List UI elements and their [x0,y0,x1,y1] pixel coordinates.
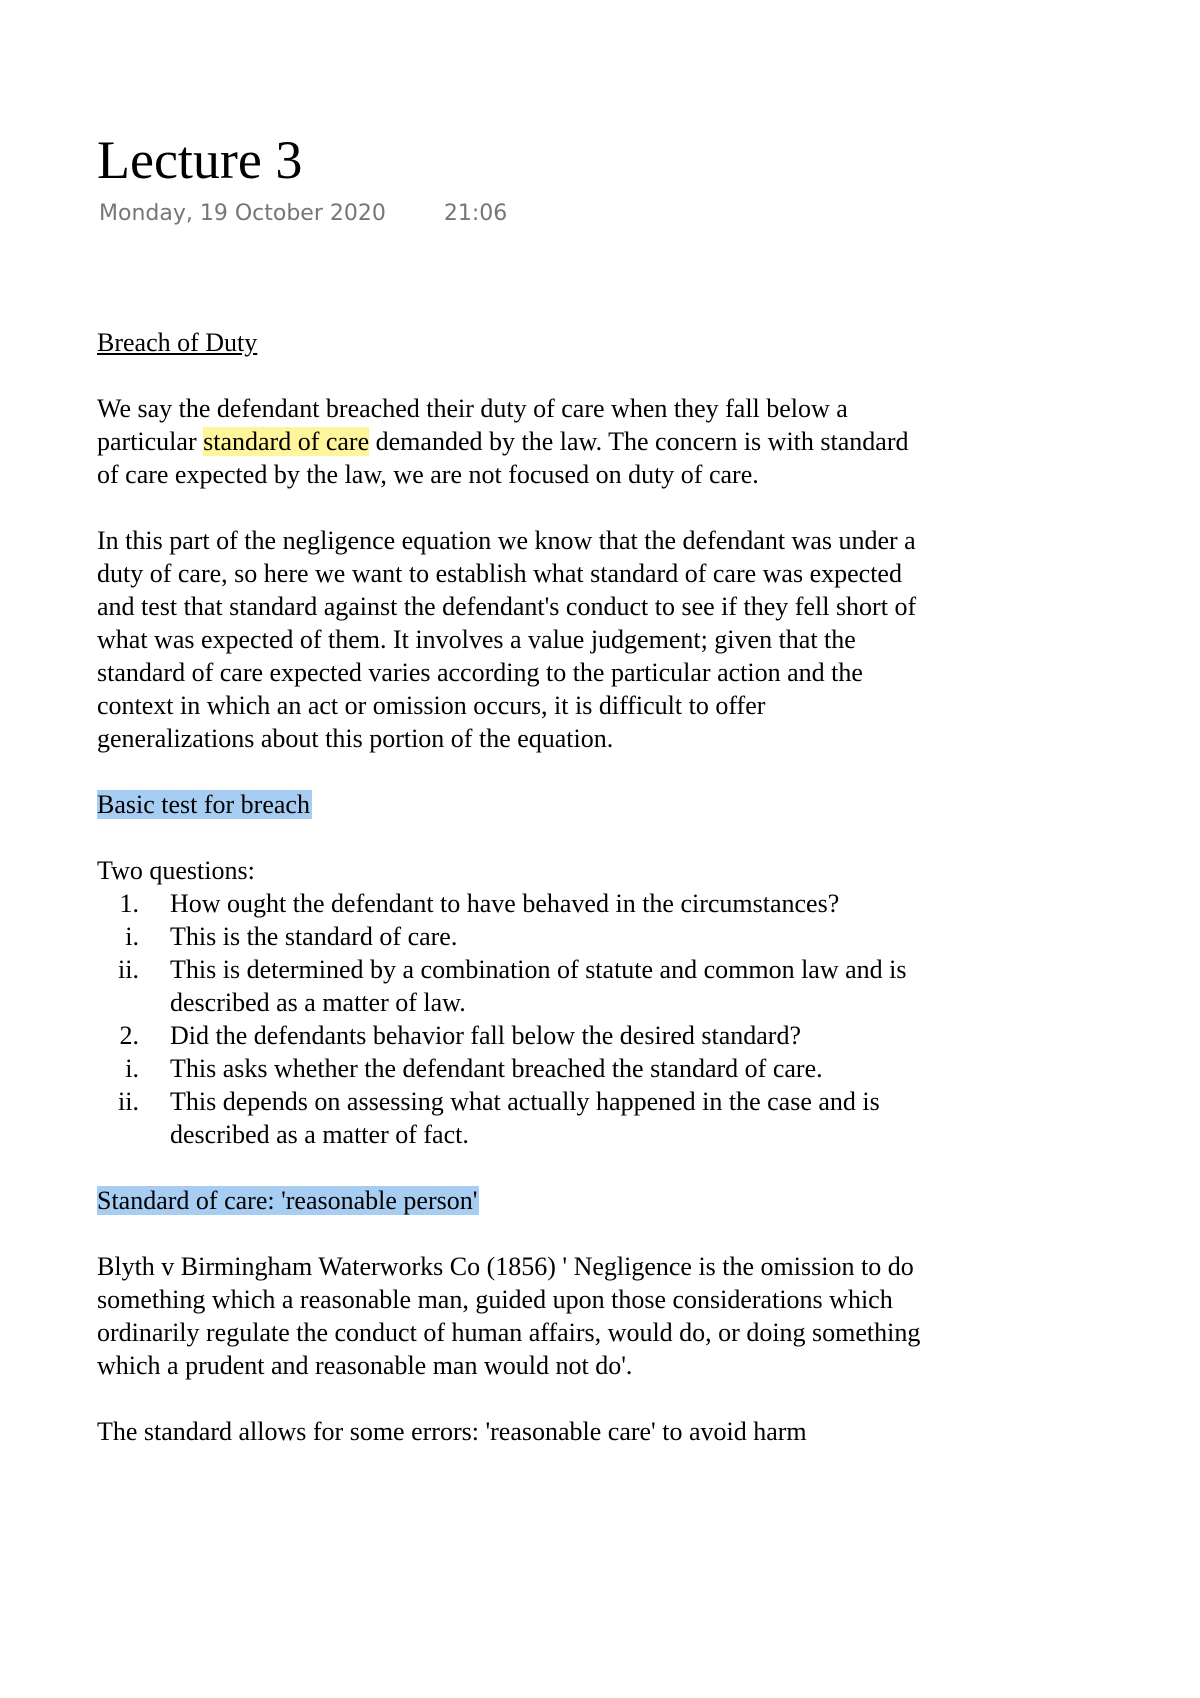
questions-list [97,887,927,1151]
note-date: Monday, 19 October 2020 [99,201,386,226]
list-marker: ii. [118,1087,139,1116]
list-item [97,1019,927,1052]
list-text: This is determined by a combination of statute and common law and is described as a matter of law. [170,955,907,1017]
note-body[interactable] [97,326,927,1448]
list-marker: 2. [119,1021,139,1050]
note-timestamp [99,200,507,228]
paragraph-negligence-equation: In this part of the negligence equation we know that the defendant was under a duty of care, so here we want to establish what standard of care was expected and test that standard against the defendant's conduct to see if they fell short of what was expected of them. It involves a value judgement; given that the standard of care expected varies according to the particular action and the context in which an act or omission occurs, it is difficult to offer generalizations about this portion of the equation. [97,526,917,753]
heading-basic-test [97,788,927,821]
paragraph-definition-end: demanded by the law. The concern is with standard of care expected by the law, we are not focused on duty of care. [97,427,909,489]
list-text: How ought the defendant to have behaved in the circumstances? [170,889,840,918]
paragraph-errors: The standard allows for some errors: 'reasonable care' to avoid harm [97,1417,807,1446]
list-item [97,887,927,920]
list-item [97,953,927,1019]
heading-standard-of-care [97,1184,927,1217]
list-text: Did the defendants behavior fall below the desired standard? [170,1021,801,1050]
list-marker: 1. [119,889,139,918]
page-title: Lecture 3 [97,130,303,190]
list-item [97,920,927,953]
two-questions-label: Two questions: [97,856,255,885]
list-marker: i. [125,922,139,951]
list-marker: ii. [118,955,139,984]
paragraph-definition [97,392,927,491]
heading-standard-of-care-label: Standard of care: 'reasonable person' [97,1186,478,1215]
note-time: 21:06 [443,201,508,226]
list-text: This is the standard of care. [170,922,458,951]
list-item [97,1052,927,1085]
paragraph-definition-start: We say the defendant breached their duty of care when they fall below a particular [97,394,848,456]
highlight-standard-of-care: standard of care [203,427,370,456]
page-bottom-cutoff [0,1572,1200,1698]
list-marker: i. [125,1054,139,1083]
heading-breach-of-duty: Breach of Duty [97,328,258,357]
list-text: This depends on assessing what actually happened in the case and is described as a matter of fact. [170,1087,880,1149]
list-text: This asks whether the defendant breached the standard of care. [170,1054,823,1083]
paragraph-blyth-case: Blyth v Birmingham Waterworks Co (1856) ' Negligence is the omission to do something which a reasonable man, guided upon those considerations which ordinarily regulate the conduct of human affairs, would do, or doing something which a prudent and reasonable man would not do'. [97,1252,921,1380]
heading-basic-test-label: Basic test for breach [97,790,310,819]
list-item [97,1085,927,1151]
